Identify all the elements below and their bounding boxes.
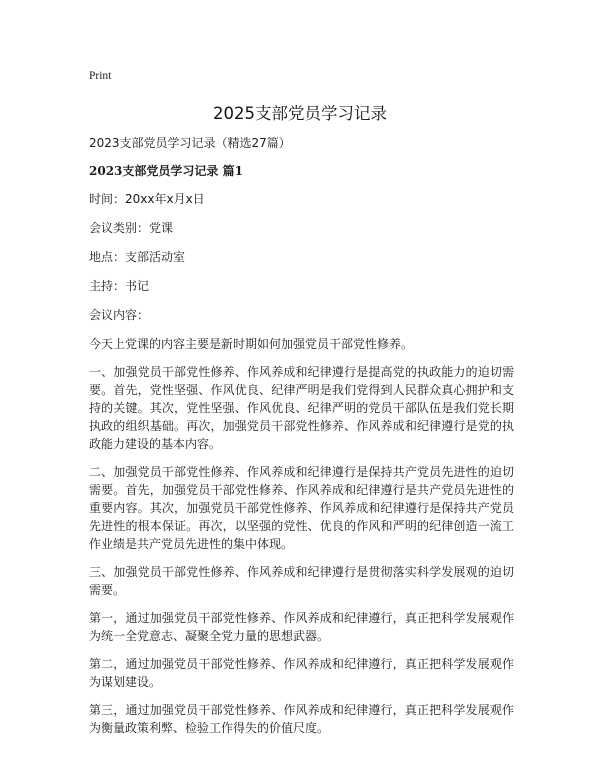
print-link[interactable]: Print: [89, 70, 112, 82]
section-heading: 2023支部党员学习记录 篇1: [89, 164, 243, 178]
paragraph-third: 第三，通过加强党员干部党性修养、作风养成和纪律遵行，真正把科学发展观作为衡量政策利弊、检验工作得失的价值尺度。: [89, 703, 514, 735]
meeting-host: 主持：书记: [89, 279, 150, 293]
document-subtitle: 2023支部党员学习记录（精选27篇）: [89, 136, 291, 150]
paragraph-point-1: 一、加强党员干部党性修养、作风养成和纪律遵行是提高党的执政能力的迫切需要。首先，党性坚强、作风优良、纪律严明是我们党得到人民群众真心拥护和支持的关键。其次，党性坚强、作风优良、纪律严明的党员干部队伍是我们党长期执政的组织基础。再次，加强党员干部党性修养、作风养成和纪律遵行是党的执政能力建设的基本内容。: [89, 365, 514, 451]
paragraph-first: 第一，通过加强党员干部党性修养、作风养成和纪律遵行，真正把科学发展观作为统一全党意志、凝聚全党力量的思想武器。: [89, 611, 514, 643]
paragraph-point-3: 三、加强党员干部党性修养、作风养成和纪律遵行是贯彻落实科学发展观的迫切需要。: [89, 565, 514, 597]
meeting-category: 会议类别：党课: [89, 221, 174, 235]
paragraph-point-2: 二、加强党员干部党性修养、作风养成和纪律遵行是保持共产党员先进性的迫切需要。首先，加强党员干部党性修养、作风养成和纪律遵行是共产党员先进性的重要内容。其次，加强党员干部党性修养、作风养成和纪律遵行是保持共产党员先进性的根本保证。再次，以坚强的党性、优良的作风和严明的纪律创造一流工作业绩是共产党员先进性的集中体现。: [89, 465, 514, 551]
meeting-content-label: 会议内容：: [89, 308, 150, 322]
paragraph-intro: 今天上党课的内容主要是新时期如何加强党员干部党性修养。: [89, 337, 414, 351]
page-title: 2025支部党员学习记录: [213, 104, 387, 123]
meeting-location: 地点：支部活动室: [89, 250, 186, 264]
document-body: [89, 134, 514, 747]
meeting-time: 时间：20xx年x月x日: [89, 192, 205, 206]
paragraph-second: 第二，通过加强党员干部党性修养、作风养成和纪律遵行，真正把科学发展观作为谋划建设。: [89, 657, 514, 689]
